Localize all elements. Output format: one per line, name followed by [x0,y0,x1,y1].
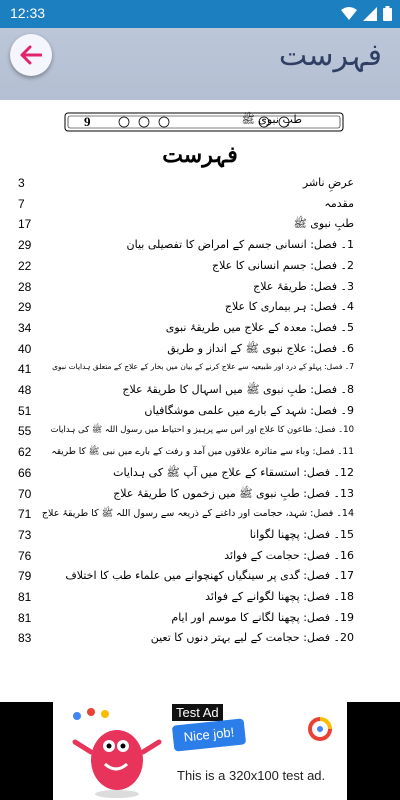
toc-row[interactable] [0,611,400,633]
status-time: 12:33 [10,5,46,21]
toc-title: 5۔ فصل: معدہ کے علاج میں طریقۂ نبوی [165,320,354,334]
toc-page-number: 22 [18,258,32,273]
back-button[interactable] [10,34,52,76]
toc-page-number: 81 [18,590,32,604]
page-heading: فہرست [162,142,238,168]
toc-row[interactable] [0,176,400,198]
toc-page-number: 83 [18,631,32,646]
ad-badge: Test Ad [172,704,223,721]
toc-row[interactable] [0,238,400,260]
status-icons [341,6,392,21]
toc-title: 2۔ فصل: جسم انسانی کا علاج [211,258,354,272]
ornamental-header-icon [64,112,344,132]
toc-row[interactable] [0,445,400,467]
toc-title: 8۔ فصل: طبِ نبوی ﷺ میں اسہال کا طریقۂ علاج [122,383,354,396]
ad-choices-icon[interactable] [307,716,333,742]
toc-title: 11۔ فصل: وباء سے متاثرہ علاقوں میں آمد و رفت کے بارے میں نبی ﷺ کا طریقہ [51,447,354,458]
toc-title: 4۔ فصل: ہر بیماری کا علاج [224,300,354,314]
app-bar [0,28,400,100]
toc-title: 3۔ فصل: طریقۂ علاج [253,279,354,293]
toc-title: 20۔ فصل: حجامت کے لیے بہتر دنوں کا تعین [150,631,354,645]
toc-page-number: 34 [18,320,32,335]
status-bar [0,0,400,28]
toc-row[interactable] [0,362,400,384]
toc-row[interactable] [0,590,400,612]
toc-row[interactable] [0,569,400,591]
toc-row[interactable] [0,507,400,529]
toc-title: عرضِ ناشر [302,176,354,189]
toc-title: 17۔ فصل: گدی پر سینگیاں کھنچوانے میں علماء طب کا اختلاف [65,569,354,583]
toc-page-number: 40 [18,341,32,356]
toc-row[interactable] [0,487,400,509]
wifi-icon [341,7,357,21]
toc-title: 7۔ فصل: پہلو کے درد اور طبیعیہ سے علاج کرنے کے بیان میں بخار کے علاج کے متعلق ہدایات نبوی [52,362,354,372]
toc-row[interactable] [0,404,400,426]
app-title: فہرست [278,38,382,73]
toc-page-number: 76 [18,548,32,563]
toc-row[interactable] [0,300,400,322]
toc-title: 15۔ فصل: پچھنا لگوانا [249,527,354,541]
toc-page-number: 41 [18,362,32,377]
toc-row[interactable] [0,342,400,364]
page-number: 9 [84,114,91,129]
toc-page-number: 48 [18,383,32,397]
toc-page-number: 29 [18,238,32,253]
running-head: طبِ نبوی ﷺ [241,113,302,126]
ad-text: This is a 320x100 test ad. [177,768,326,783]
toc-row[interactable] [0,424,400,446]
toc-row[interactable] [0,259,400,281]
toc-page-number: 79 [18,569,32,584]
toc-title: 13۔ فصل: طبِ نبوی ﷺ میں زخموں کا طریقۂ علاج [113,486,354,500]
toc-row[interactable] [0,466,400,488]
toc-title: 6۔ فصل: علاج نبوی ﷺ کے انداز و طریق [167,341,354,355]
ad-speech-bubble: Nice job! [172,718,246,751]
signal-icon [363,7,377,21]
toc-page-number: 29 [18,300,32,315]
toc-title: 14۔ فصل: شہد، حجامت اور داغنے کے ذریعہ سے رسول اللہ ﷺ کا طریقۂ علاج [41,508,354,520]
toc-row[interactable] [0,631,400,653]
battery-icon [383,6,392,21]
toc-row[interactable] [0,280,400,302]
toc-row[interactable] [0,217,400,239]
toc-title: طبِ نبوی ﷺ [293,217,354,231]
toc-page-number: 3 [18,176,25,190]
toc-page-number: 55 [18,424,32,439]
toc-title: 12۔ فصل: استسقاء کے علاج میں آپ ﷺ کی ہدایات [113,465,354,479]
toc-title: مقدمہ [324,196,354,210]
toc-row[interactable] [0,528,400,550]
toc-page-number: 81 [18,610,32,625]
back-arrow-icon [20,45,42,65]
toc-title: 1۔ فصل: انسانی جسم کے امراض کا تفصیلی بیان [126,238,354,252]
toc-row[interactable] [0,197,400,219]
ad-content[interactable] [53,702,347,800]
toc-page-number: 73 [18,527,32,542]
toc-row[interactable] [0,549,400,571]
toc-page-number: 7 [18,196,25,211]
toc-page-number: 28 [18,279,32,294]
toc-page-number: 17 [18,217,32,232]
toc-page-number: 70 [18,486,32,501]
toc-title: 9۔ فصل: شہد کے بارے میں علمی موشگافیاں [144,403,354,417]
toc-row[interactable] [0,383,400,405]
book-page[interactable] [0,100,400,702]
toc-page-number: 66 [18,465,32,480]
toc-title: 18۔ فصل: پچھنا لگوانے کے فوائد [205,590,354,603]
toc-page-number: 62 [18,445,32,460]
toc-title: 19۔ فصل: پچھنا لگانے کا موسم اور ایام [171,610,354,624]
monster-mascot-icon [57,702,177,800]
ad-banner[interactable] [0,702,400,800]
toc-row[interactable] [0,321,400,343]
toc-page-number: 51 [18,403,32,418]
toc-title: 10۔ فصل: طاعون کا علاج اور اس سے پرہیز و احتیاط میں رسول اللہ ﷺ کی ہدایات [50,425,354,436]
toc-title: 16۔ فصل: حجامت کے فوائد [224,548,354,562]
toc-page-number: 71 [18,507,32,522]
